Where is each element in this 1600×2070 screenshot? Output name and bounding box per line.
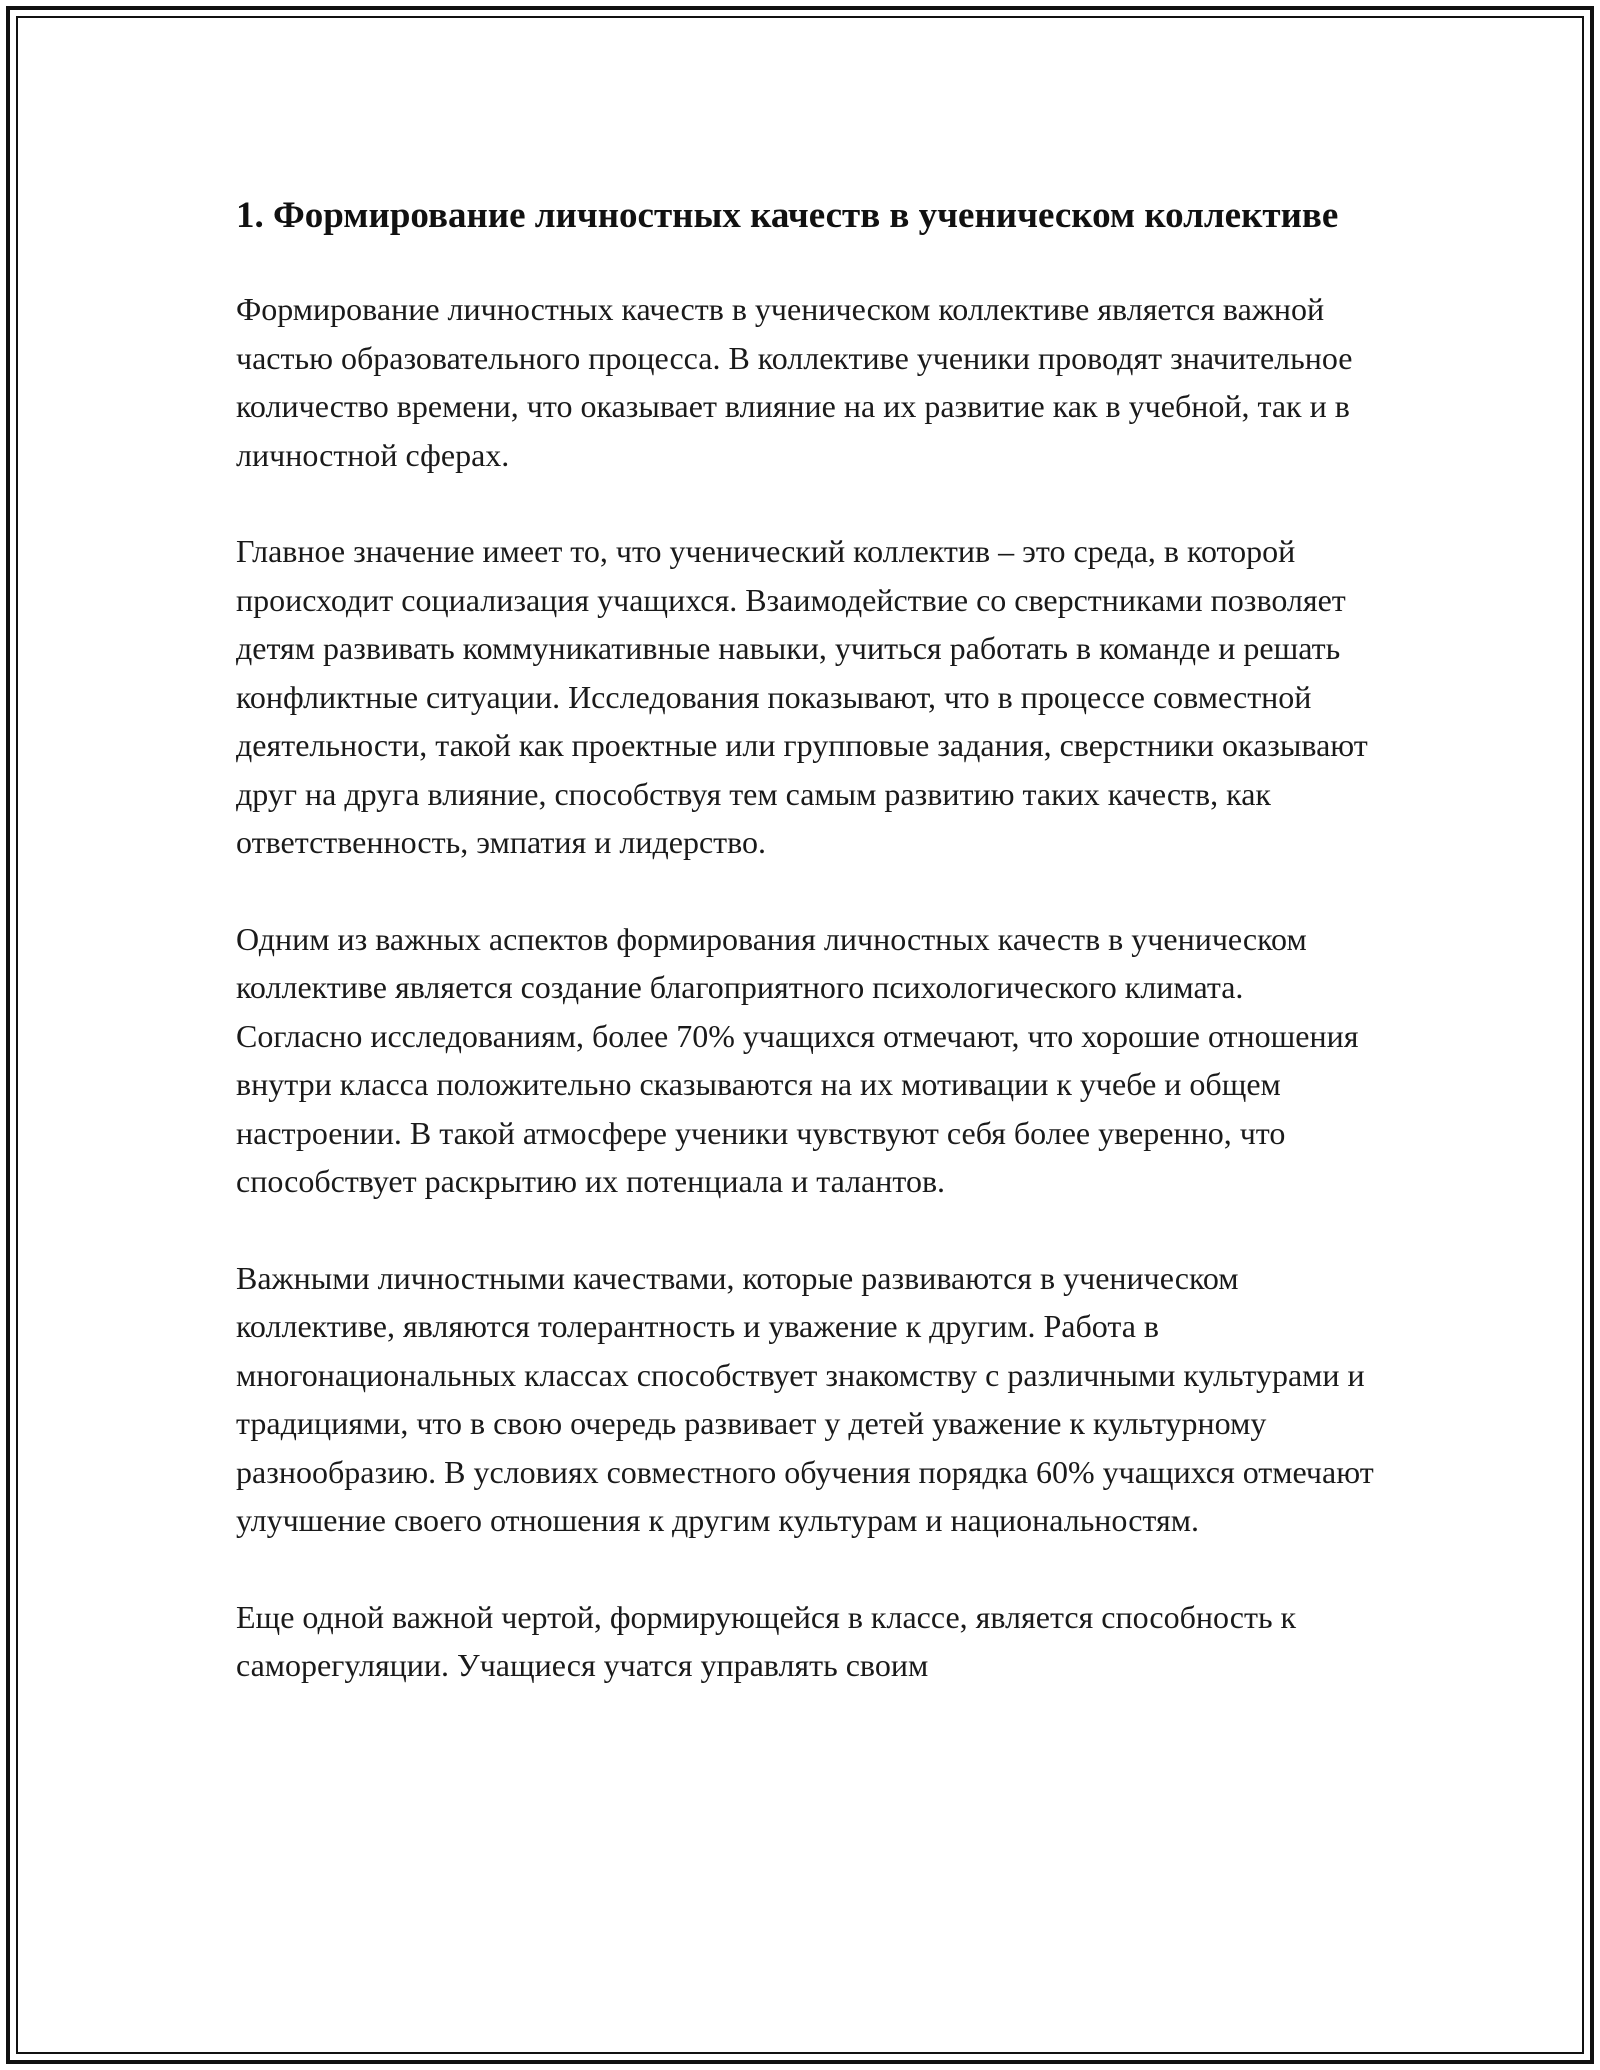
paragraph-3: Одним из важных аспектов формирования личностных качеств в ученическом коллективе является создание благоприятного психологического климата. Согласно исследованиям, более 70% учащихся отмечают, что хорошие отношения внутри класса положительно сказываются на их мотивации к учебе и общем настроении. В такой атмосфере ученики чувствуют себя более уверенно, что способствует раскрытию их потенциала и талантов. xyxy=(236,920,1359,1199)
paragraph-1: Формирование личностных качеств в ученическом коллективе является важной частью образовательного процесса. В коллективе ученики проводят значительное количество времени, что оказывает влияние на их развитие как в учебной, так и в личностной сферах. xyxy=(236,291,1353,473)
paragraph-2: Главное значение имеет то, что ученический коллектив – это среда, в которой происходит социализация учащихся. Взаимодействие со сверстниками позволяет детям развивать коммуникативные навыки, учиться работать в команде и решать конфликтные ситуации. Исследования показывают, что в процессе совместной деятельности, такой как проектные или групповые задания, сверстники оказывают друг на друга влияние, способствуя тем самым развитию таких качеств, как ответственность, эмпатия и лидерство. xyxy=(236,533,1368,860)
paragraph-5: Еще одной важной чертой, формирующейся в классе, является способность к саморегуляции. Учащиеся учатся управлять своим xyxy=(236,1598,1297,1683)
paragraph-4: Важными личностными качествами, которые развиваются в ученическом коллективе, являются толерантность и уважение к другим. Работа в многонациональных классах способствует знакомству с различными культурами и традициями, что в свою очередь развивает у детей уважение к культурному разнообразию. В условиях совместного обучения порядка 60% учащихся отмечают улучшение своего отношения к другим культурам и национальностям. xyxy=(236,1259,1374,1538)
section-heading: 1. Формирование личностных качеств в ученическом коллективе xyxy=(236,195,1339,236)
document-body xyxy=(236,188,1376,1738)
